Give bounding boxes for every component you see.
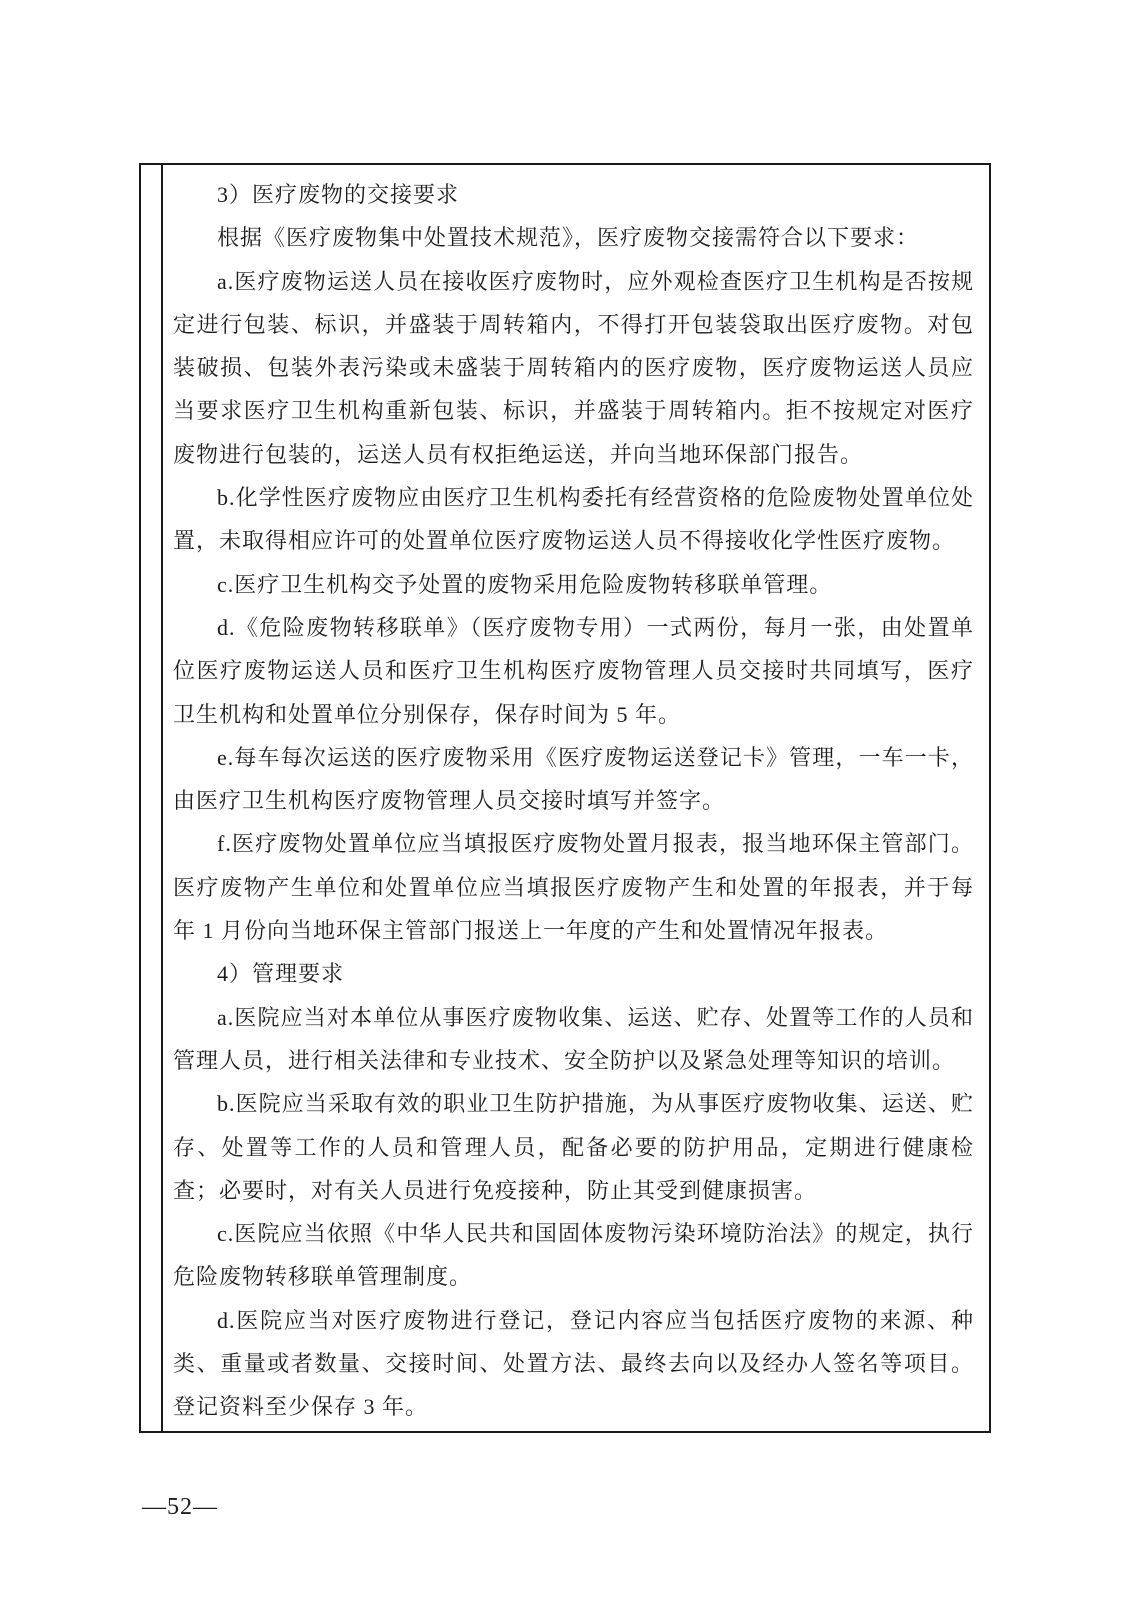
- paragraph-management-c: c.医院应当依照《中华人民共和国固体废物污染环境防治法》的规定，执行危险废物转移联单管理制度。: [173, 1221, 974, 1290]
- table-gutter-cell: [141, 165, 163, 1431]
- paragraph-management-a: a.医院应当对本单位从事医疗废物收集、运送、贮存、处置等工作的人员和管理人员，进行相关法律和专业技术、安全防护以及紧急处理等知识的培训。: [173, 1004, 974, 1073]
- paragraph-handover-a: a.医疗废物运送人员在接收医疗废物时，应外观检查医疗卫生机构是否按规定进行包装、标识，并盛装于周转箱内，不得打开包装袋取出医疗废物。对包装破损、包装外表污染或未盛装于周转箱内的医疗废物，医疗废物运送人员应当要求医疗卫生机构重新包装、标识，并盛装于周转箱内。拒不按规定对医疗废物进行包装的，运送人员有权拒绝运送，并向当地环保部门报告。: [173, 268, 974, 467]
- paragraph-management-b: b.医院应当采取有效的职业卫生防护措施，为从事医疗废物收集、运送、贮存、处置等工作的人员和管理人员，配备必要的防护用品，定期进行健康检查；必要时，对有关人员进行免疫接种，防止其受到健康损害。: [173, 1091, 974, 1203]
- page-number: —52—: [142, 1494, 218, 1520]
- section-heading-management: 4）管理要求: [217, 961, 345, 987]
- paragraph-handover-b: b.化学性医疗废物应由医疗卫生机构委托有经营资格的危险废物处置单位处置，未取得相应许可的处置单位医疗废物运送人员不得接收化学性医疗废物。: [173, 485, 974, 554]
- paragraph-handover-e: e.每车每次运送的医疗废物采用《医疗废物运送登记卡》管理，一车一卡，由医疗卫生机构医疗废物管理人员交接时填写并签字。: [173, 744, 974, 814]
- content-table: [139, 163, 991, 1433]
- section-heading-handover: 3）医疗废物的交接要求: [217, 182, 460, 207]
- paragraph-handover-f: f.医疗废物处置单位应当填报医疗废物处置月报表，报当地环保主管部门。医疗废物产生单位和处置单位应当填报医疗废物产生和处置的年报表，并于每年 1 月份向当地环保主管部门报送上一年度的产生和处置情况年报表。: [173, 831, 974, 944]
- paragraph-intro: 根据《医疗废物集中处置技术规范》，医疗废物交接需符合以下要求：: [217, 225, 920, 251]
- paragraph-handover-c: c.医疗卫生机构交予处置的废物采用危险废物转移联单管理。: [217, 571, 833, 597]
- paragraph-handover-d: d.《危险废物转移联单》（医疗废物专用）一式两份，每月一张，由处置单位医疗废物运送人员和医疗卫生机构医疗废物管理人员交接时共同填写，医疗卫生机构和处置单位分别保存，保存时间为 5 年。: [173, 614, 974, 727]
- paragraph-management-d: d.医院应当对医疗废物进行登记，登记内容应当包括医疗废物的来源、种类、重量或者数量、交接时间、处置方法、最终去向以及经办人签名等项目。登记资料至少保存 3 年。: [173, 1307, 974, 1420]
- table-text-cell: [163, 165, 989, 1431]
